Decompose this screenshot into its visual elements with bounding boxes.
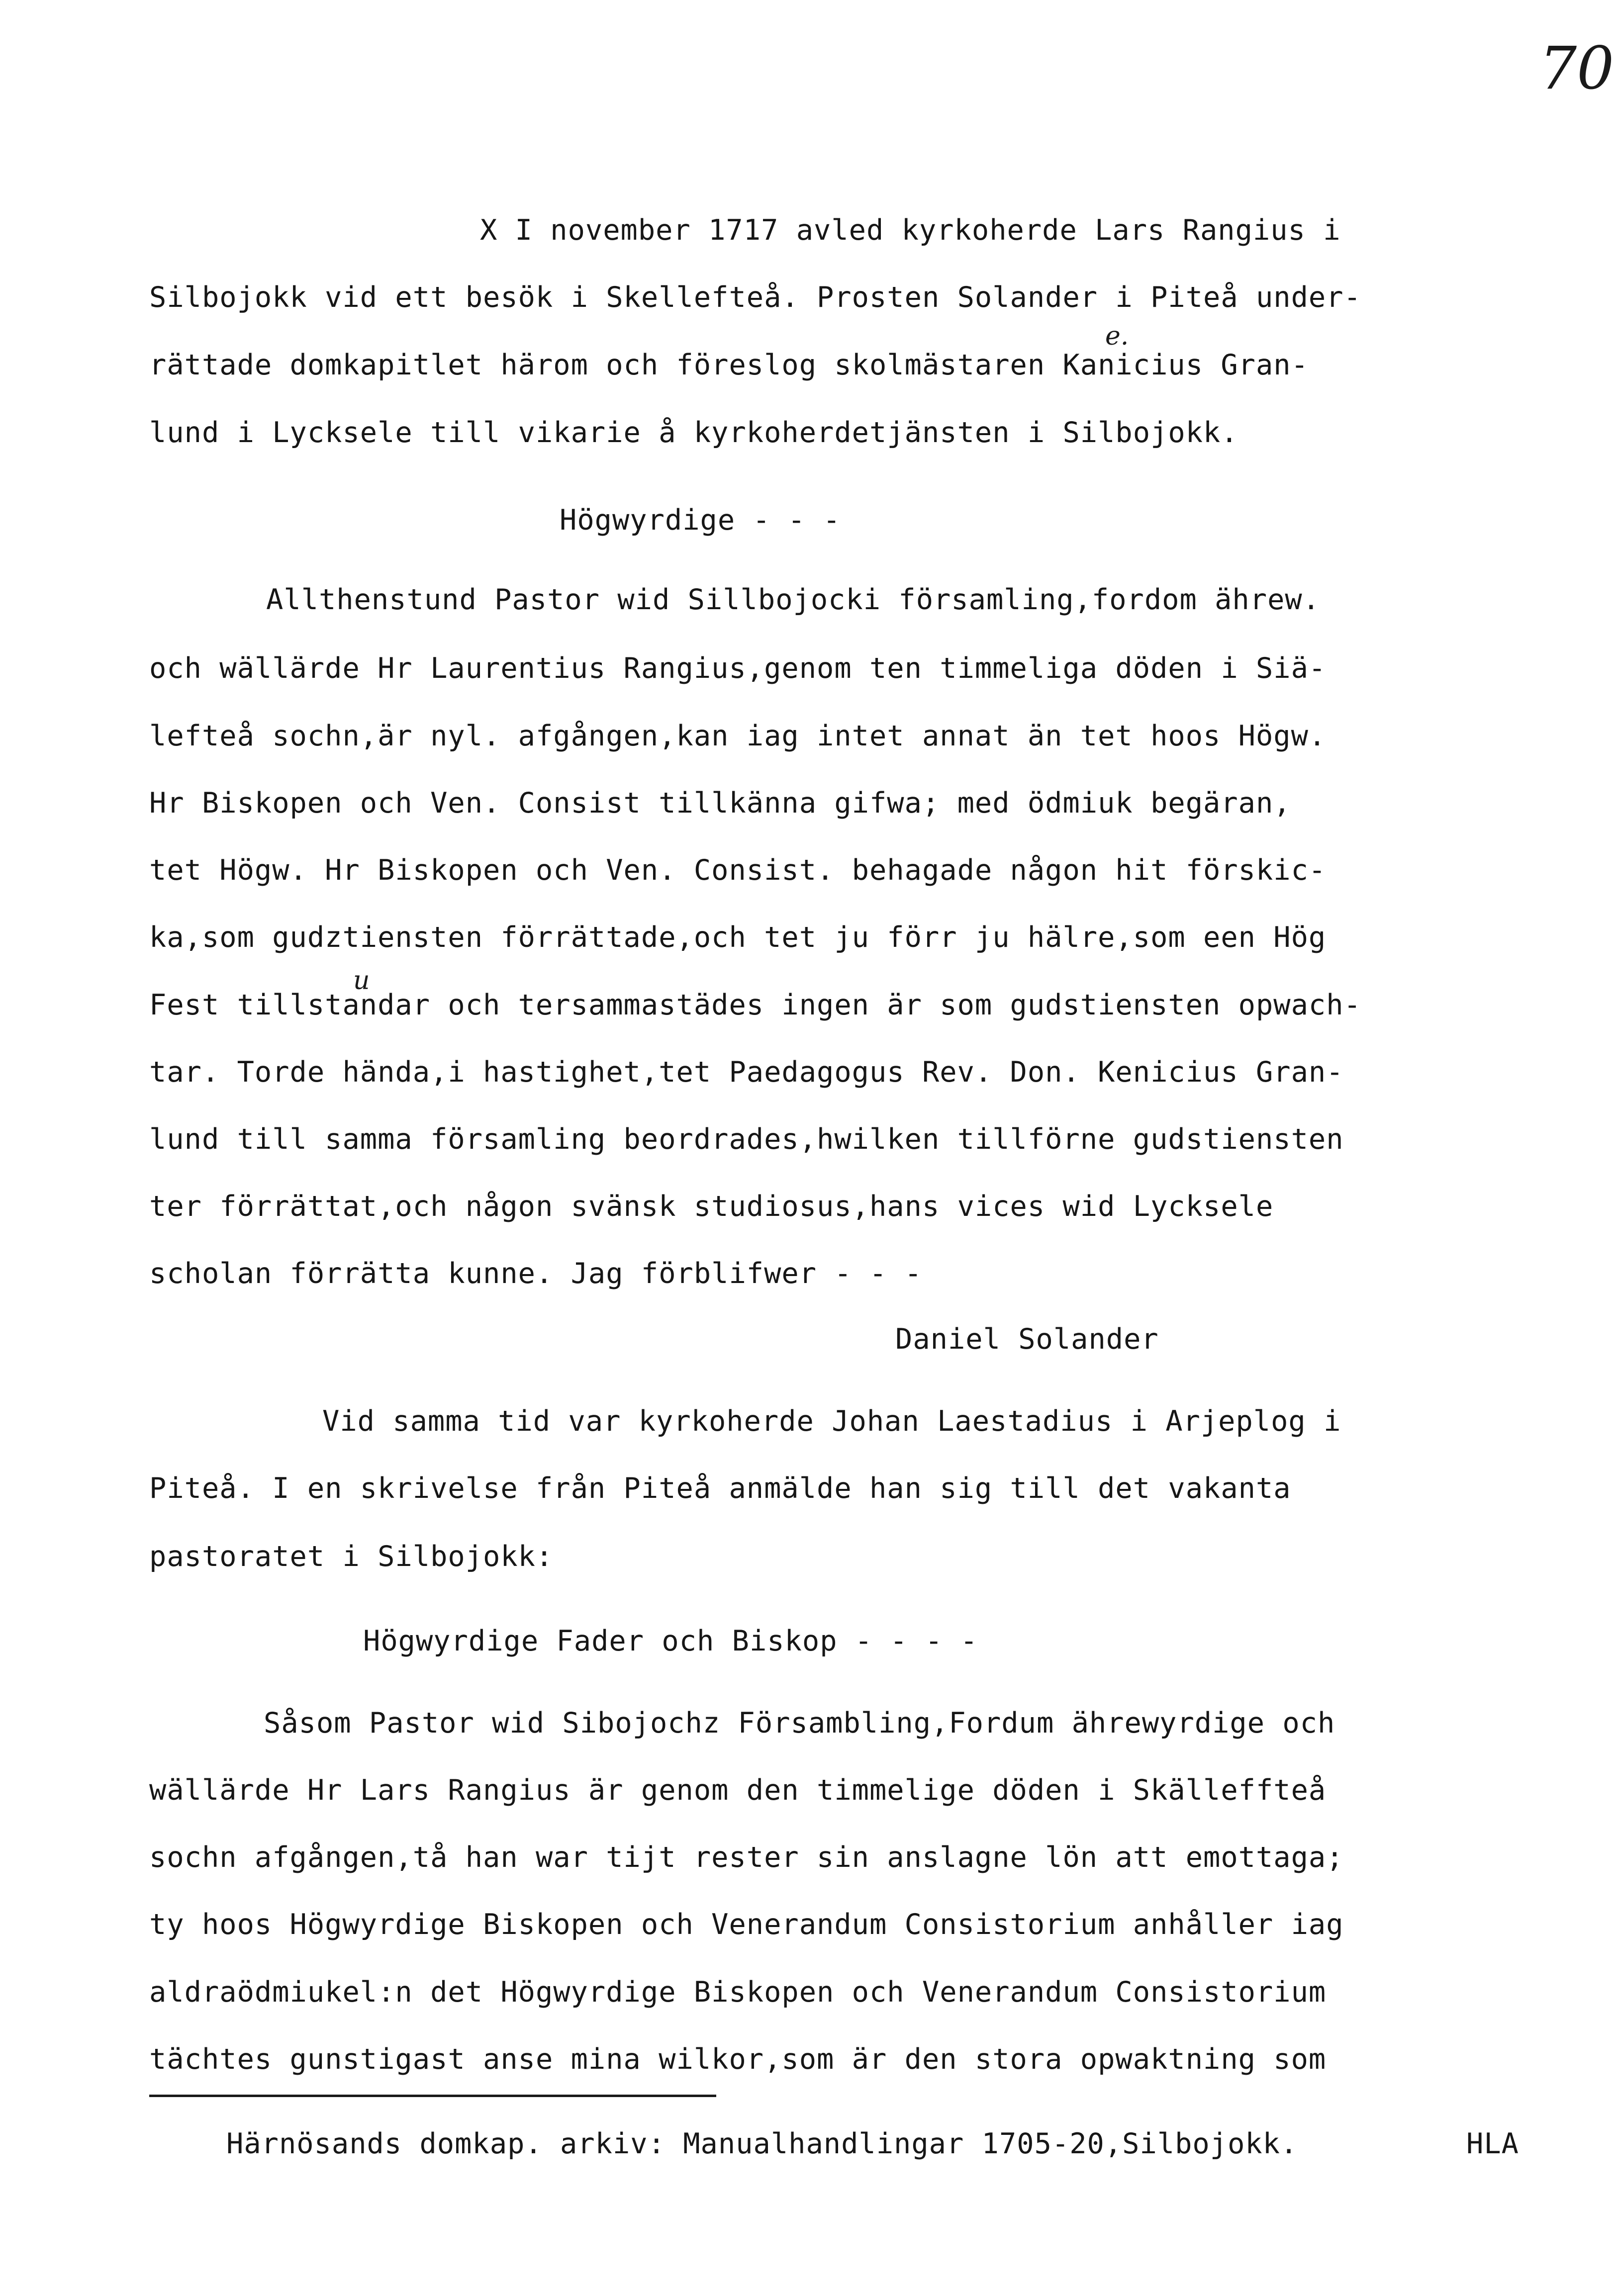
text-line: tar. Torde hända,i hastighet,tet Paedagogus Rev. Don. Kenicius Gran- xyxy=(149,1056,1344,1089)
text-line: Allthenstund Pastor wid Sillbojocki församling,fordom ährew. xyxy=(266,583,1321,616)
text-line: rättade domkapitlet härom och föreslog skolmästaren Kanicius Gran- xyxy=(149,349,1309,381)
text-line: wällärde Hr Lars Rangius är genom den timmelige döden i Skälleffteå xyxy=(149,1774,1327,1807)
text-line: Såsom Pastor wid Sibojochz Försambling,Fordum ährewyrdige och xyxy=(264,1707,1335,1740)
text-line: X I november 1717 avled kyrkoherde Lars Rangius i xyxy=(480,214,1341,247)
text-line: och wällärde Hr Laurentius Rangius,genom ten timmeliga döden i Siä- xyxy=(149,652,1327,685)
page-number: 70 xyxy=(1539,34,1615,102)
text-line: pastoratet i Silbojokk: xyxy=(149,1540,554,1573)
text-line: ty hoos Högwyrdige Biskopen och Venerandum Consistorium anhåller iag xyxy=(149,1908,1344,1941)
text-line: ka,som gudztiensten förrättade,och tet ju förr ju hälre,som een Hög xyxy=(149,921,1327,954)
handwritten-correction-e: e. xyxy=(1105,321,1129,351)
text-line: lund till samma församling beordrades,hwilken tillförne gudstiensten xyxy=(149,1123,1344,1156)
text-line: Fest tillstandar och tersammastädes ingen är som gudstiensten opwach- xyxy=(149,989,1361,1021)
text-line: lefteå sochn,är nyl. afgången,kan iag intet annat än tet hoos Högw. xyxy=(149,720,1327,752)
footnote-tag: HLA xyxy=(1466,2127,1519,2160)
letter-salutation: Högwyrdige Fader och Biskop - - - - xyxy=(363,1625,978,1657)
letter-salutation: Högwyrdige - - - xyxy=(560,504,841,537)
text-line: lund i Lycksele till vikarie å kyrkoherdetjänsten i Silbojokk. xyxy=(149,416,1238,449)
footnote-text: Härnösands domkap. arkiv: Manualhandlingar 1705-20,Silbojokk. xyxy=(226,2127,1298,2160)
text-line: Piteå. I en skrivelse från Piteå anmälde han sig till det vakanta xyxy=(149,1472,1291,1505)
text-line: Vid samma tid var kyrkoherde Johan Laestadius i Arjeplog i xyxy=(322,1405,1341,1438)
handwritten-correction-u: u xyxy=(353,966,370,996)
text-line: Silbojokk vid ett besök i Skellefteå. Prosten Solander i Piteå under- xyxy=(149,281,1361,314)
text-line: sochn afgången,tå han war tijt rester sin anslagne lön att emottaga; xyxy=(149,1841,1344,1874)
footnote-rule xyxy=(149,2095,716,2097)
text-line: tet Högw. Hr Biskopen och Ven. Consist. behagade någon hit förskic- xyxy=(149,854,1327,887)
text-line: aldraödmiukel:n det Högwyrdige Biskopen och Venerandum Consistorium xyxy=(149,1976,1327,2009)
text-line: scholan förrätta kunne. Jag förblifwer - - - xyxy=(149,1257,922,1290)
letter-signature: Daniel Solander xyxy=(895,1323,1159,1356)
text-line: tächtes gunstigast anse mina wilkor,som är den stora opwaktning som xyxy=(149,2043,1327,2076)
text-line: Hr Biskopen och Ven. Consist tillkänna gifwa; med ödmiuk begäran, xyxy=(149,787,1291,820)
text-line: ter förrättat,och någon svänsk studiosus,hans vices wid Lycksele xyxy=(149,1190,1274,1223)
